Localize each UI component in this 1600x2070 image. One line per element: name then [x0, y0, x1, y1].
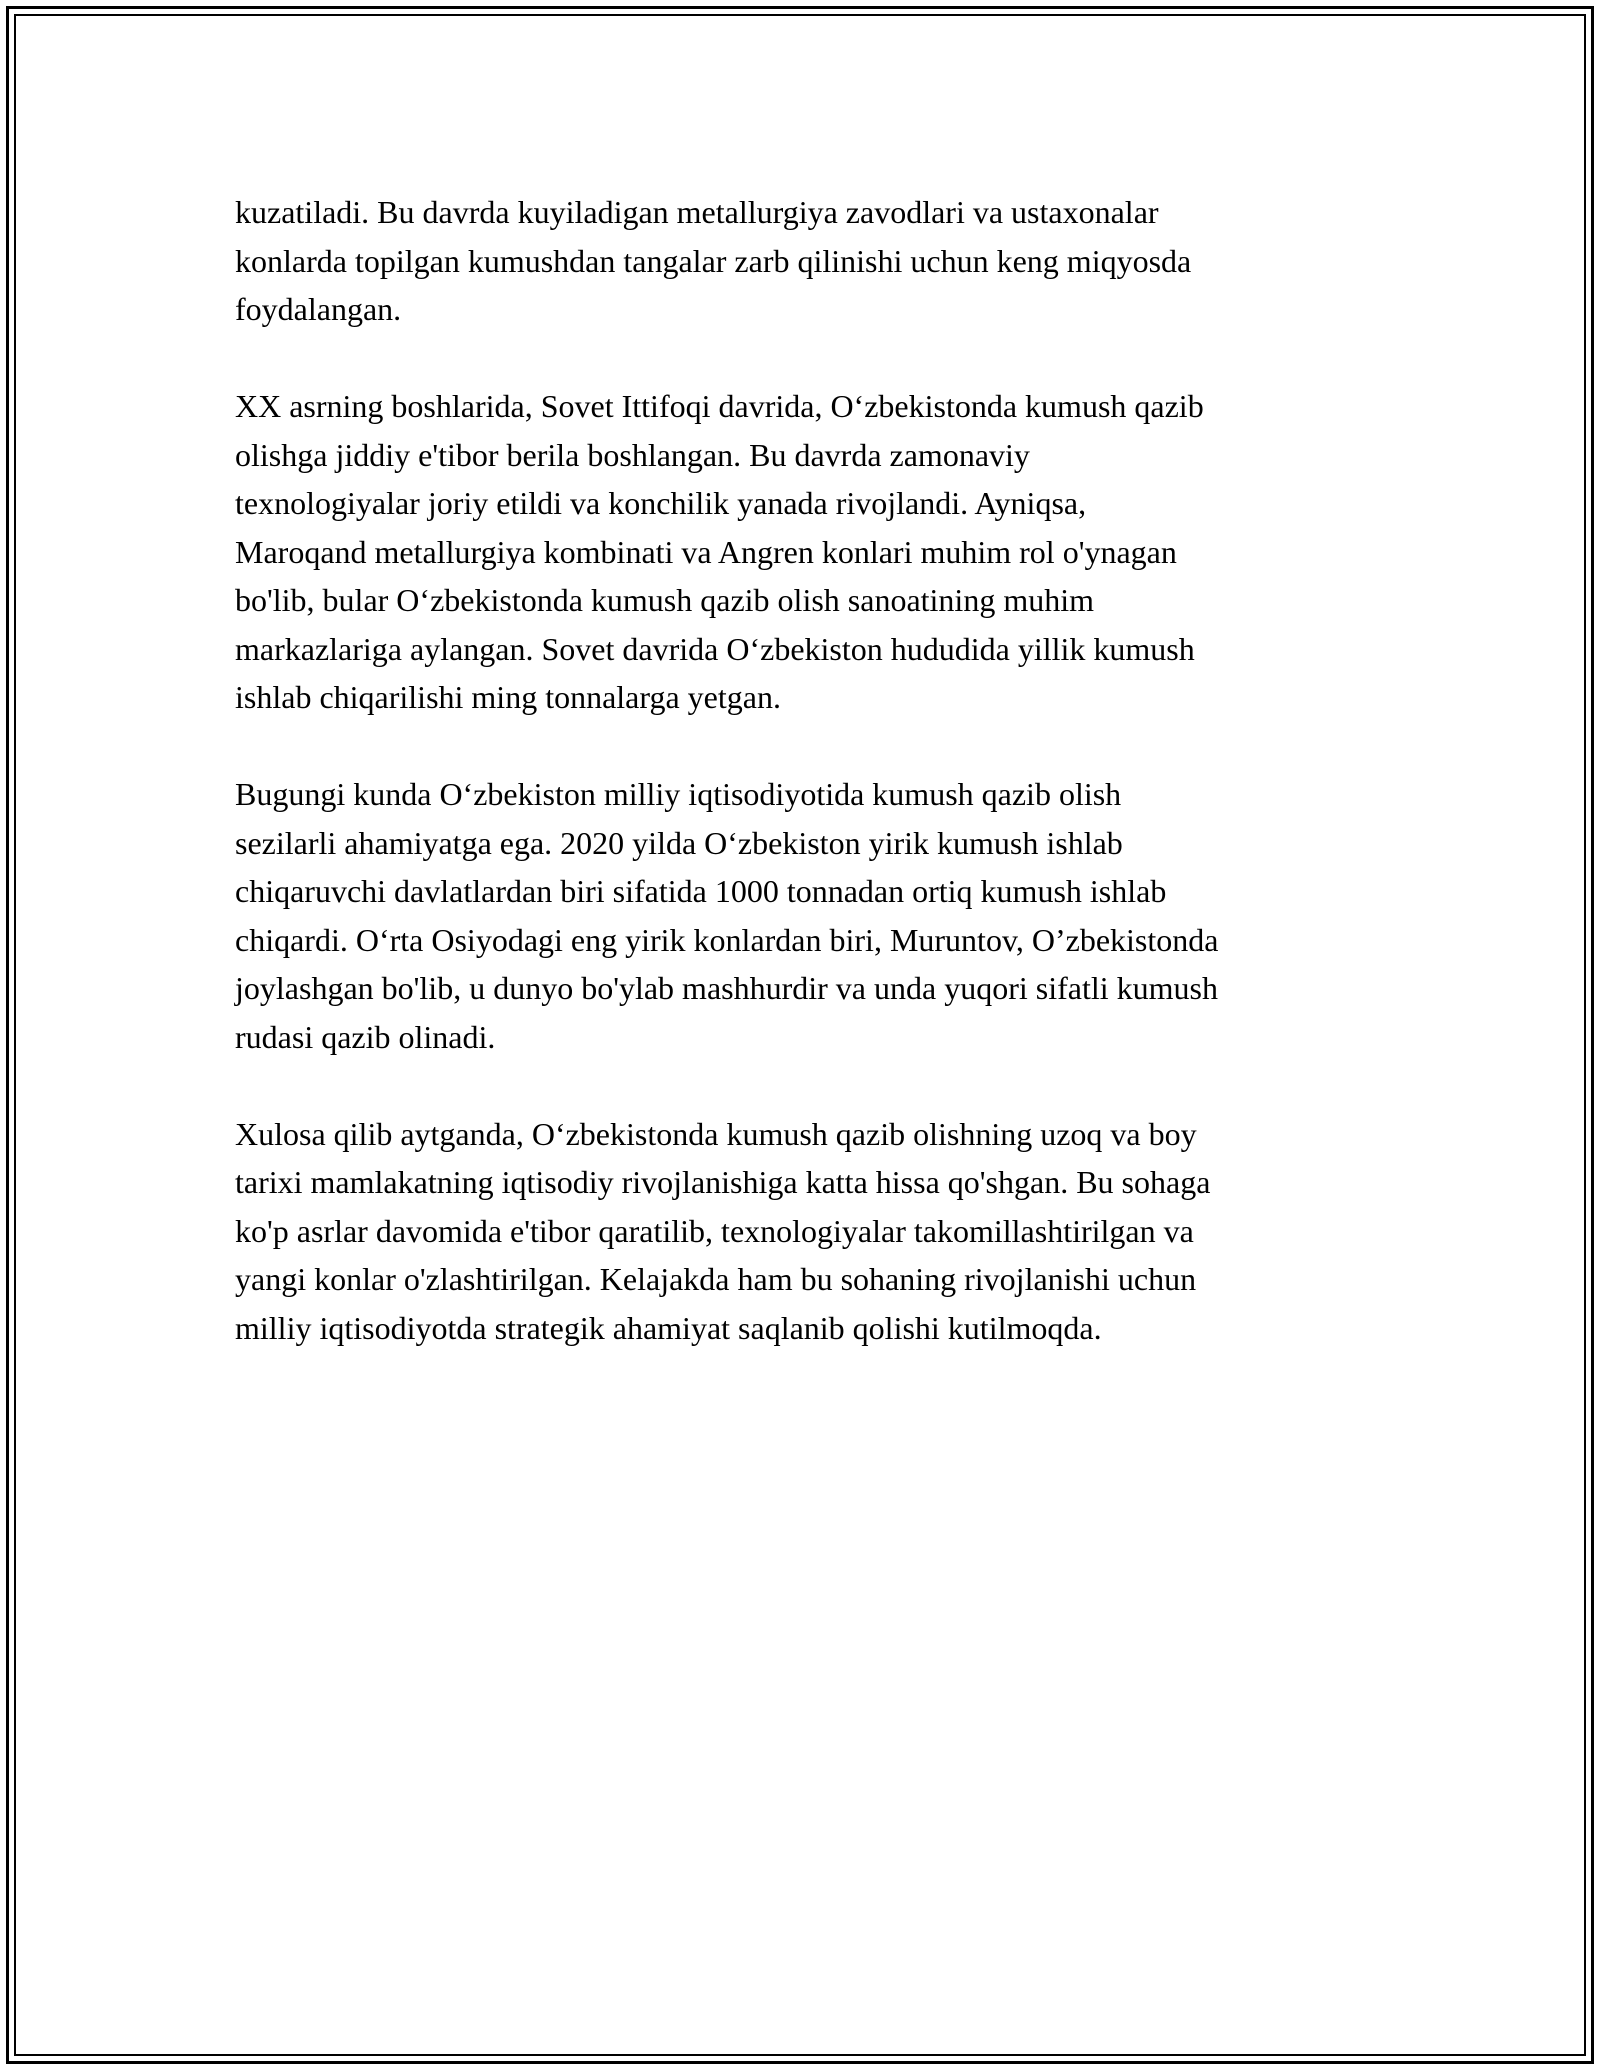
paragraph-1 [235, 188, 1375, 334]
text-line: yangi konlar o'zlashtirilgan. Kelajakda ham bu sohaning rivojlanishi uchun [235, 1261, 1197, 1297]
text-line: joylashgan bo'lib, u dunyo bo'ylab mashhurdir va unda yuqori sifatli kumush [235, 970, 1218, 1006]
text-line: texnologiyalar joriy etildi va konchilik yanada rivojlandi. Ayniqsa, [235, 485, 1087, 521]
paragraph-3 [235, 770, 1375, 1061]
text-line: XX asrning boshlarida, Sovet Ittifoqi davrida, O‘zbekistonda kumush qazib [235, 388, 1204, 424]
text-line: bo'lib, bular O‘zbekistonda kumush qazib olish sanoatining muhim [235, 582, 1094, 618]
text-line: Xulosa qilib aytganda, O‘zbekistonda kumush qazib olishning uzoq va boy [235, 1115, 1197, 1152]
document-body [235, 188, 1375, 1401]
text-line: Bugungi kunda O‘zbekiston milliy iqtisodiyotida kumush qazib olish [235, 776, 1122, 812]
text-line: olishga jiddiy e'tibor berila boshlangan. Bu davrda zamonaviy [235, 436, 1030, 473]
paragraph-4 [235, 1110, 1375, 1353]
text-line: Maroqand metallurgiya kombinati va Angren konlari muhim rol o'ynagan [235, 533, 1177, 570]
text-line: markazlariga aylangan. Sovet davrida O‘zbekiston hududida yillik kumush [235, 630, 1195, 667]
text-line: sezilarli ahamiyatga ega. 2020 yilda O‘zbekiston yirik kumush ishlab [235, 824, 1123, 861]
text-line: ishlab chiqarilishi ming tonnalarga yetgan. [235, 679, 781, 715]
paragraph-2 [235, 382, 1375, 722]
text-line: rudasi qazib olinadi. [235, 1018, 496, 1055]
text-line: ko'p asrlar davomida e'tibor qaratilib, texnologiyalar takomillashtirilgan va [235, 1212, 1194, 1249]
text-line: konlarda topilgan kumushdan tangalar zarb qilinishi uchun keng miqyosda [235, 242, 1192, 279]
text-line: chiqaruvchi davlatlardan biri sifatida 1000 tonnadan ortiq kumush ishlab [235, 873, 1167, 909]
text-line: foydalangan. [235, 291, 402, 327]
text-line: milliy iqtisodiyotda strategik ahamiyat saqlanib qolishi kutilmoqda. [235, 1309, 1102, 1346]
text-line: chiqardi. O‘rta Osiyodagi eng yirik konlardan biri, Muruntov, O’zbekistonda [235, 921, 1219, 958]
text-line: tarixi mamlakatning iqtisodiy rivojlanishiga katta hissa qo'shgan. Bu sohaga [235, 1164, 1211, 1200]
text-line: kuzatiladi. Bu davrda kuyiladigan metallurgiya zavodlari va ustaxonalar [235, 194, 1159, 230]
